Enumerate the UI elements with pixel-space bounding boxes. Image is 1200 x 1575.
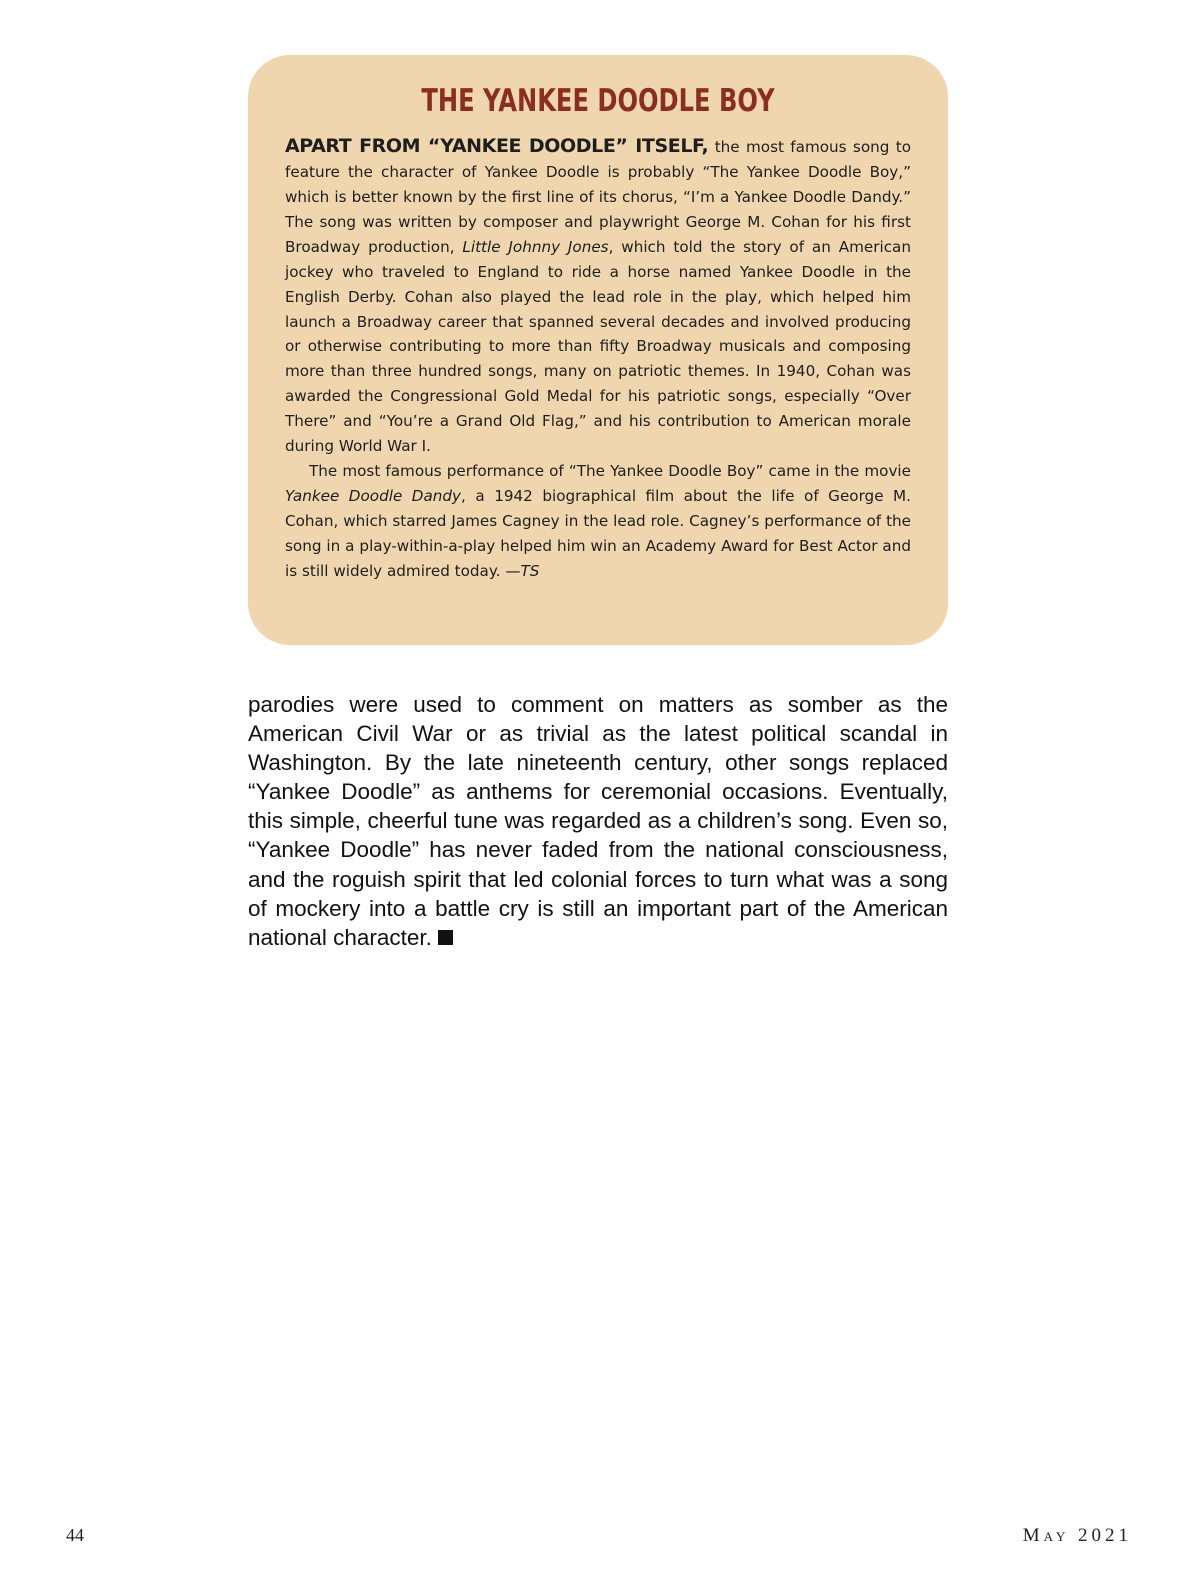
sidebar-p1-text-a: the most famous song to feature the character of Yankee Doodle is probably “The Yankee Doodle Boy,” which is better known by the first line of its chorus, “I’m a Yankee Doodle Dandy.” The song was written by composer and playwright George M. Cohan for his first Broadway production, [285,138,911,256]
sidebar-p2-text-b: , a 1942 biographical film about the life of George M. Cohan, which starred James Cagney in the lead role. Cagney’s performance of the song in a play-within-a-play helped him win an Academy Award for Best Actor and is still widely admired today. [285,486,911,580]
sidebar-box [248,55,948,645]
sidebar-p1-text-b: , which told the story of an American jockey who traveled to England to ride a horse named Yankee Doodle in the English Derby. Cohan also played the lead role in the play, which helped him launch a Broadway career that spanned several decades and involved producing or otherwise contributing to more than fifty Broadway musicals and composing more than three hundred songs, many on patriotic themes. In 1940, Cohan was awarded the Congressional Gold Medal for his patriotic songs, especially “Over There” and “You’re a Grand Old Flag,” and his contribution to American morale during World War I. [285,237,911,456]
end-of-article-square-icon [438,930,453,945]
page-number: 44 [66,1525,84,1545]
sidebar-body [285,134,911,583]
sidebar-paragraph-1 [285,134,911,459]
sidebar-p2-film-title: Yankee Doodle Dandy [285,486,462,505]
sidebar-signature: —TS [505,561,540,580]
sidebar-title: THE YANKEE DOODLE BOY [421,83,775,119]
sidebar-p2-text-a: The most famous performance of “The Yankee Doodle Boy” came in the movie [309,461,911,480]
main-body-text: parodies were used to comment on matters as somber as the American Civil War or as trivial as the latest political scandal in Washington. By the late nineteenth century, other songs replaced “Yankee Doodle” as anthems for ceremonial occasions. Eventually, this simple, cheerful tune was regarded as a children’s song. Even so, “Yankee Doodle” has never faded from the national consciousness, and the roguish spirit that led colonial forces to turn what was a song of mockery into a battle cry is still an important part of the American national character. [248,692,948,950]
issue-date: May 2021 [1022,1525,1132,1546]
main-body-paragraph [248,690,948,952]
sidebar-p1-work-title: Little Johnny Jones [462,237,609,256]
sidebar-paragraph-2 [285,459,911,584]
sidebar-lead-in: APART FROM “YANKEE DOODLE” ITSELF, [285,135,709,158]
